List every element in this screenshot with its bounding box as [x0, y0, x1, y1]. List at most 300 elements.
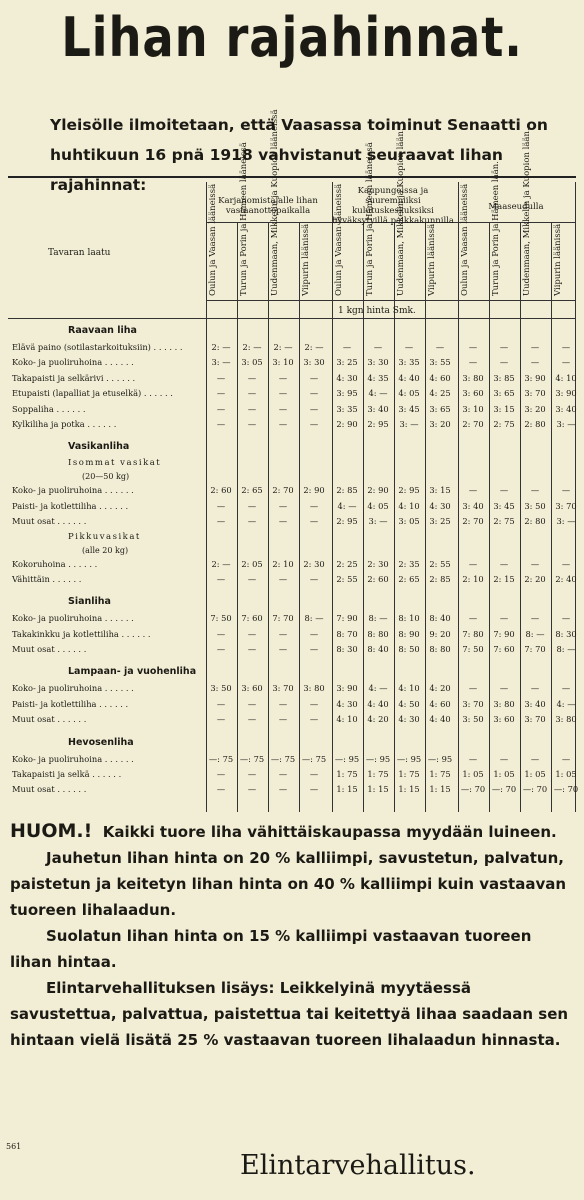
price-cell: 1: 75: [429, 769, 451, 780]
price-cell: 1: 15: [367, 784, 389, 795]
price-cell: —: [278, 388, 288, 399]
subsection-title-row: [8, 456, 576, 470]
price-cell: —: [468, 485, 478, 496]
price-cell: —: [278, 714, 288, 725]
subsection-note: (20—50 kg): [82, 472, 130, 482]
price-cell: 1: 15: [336, 784, 358, 795]
row-label: Muut osat . . . . . .: [12, 644, 87, 655]
price-cell: 2: 70: [272, 485, 294, 496]
price-cell: —: [309, 644, 319, 655]
price-cell: 7: 70: [524, 644, 546, 655]
table-row: [8, 627, 576, 642]
price-cell: 7: 60: [493, 644, 515, 655]
price-cell: —: [404, 342, 414, 352]
price-cell: 8: —: [304, 613, 324, 624]
group-header-city: Kaupungeissa ja suuremmiksi kulutuskeskuksiksi hyväksytyillä paikkakunnilla: [332, 186, 454, 226]
group-header-rural: Maaseudulla: [488, 202, 544, 212]
price-cell: —: [247, 516, 257, 527]
price-cell: —: [216, 372, 226, 383]
table-row: [8, 402, 576, 417]
section-title: Hevosenliha: [68, 736, 134, 748]
price-cell: 2: 80: [524, 418, 546, 429]
price-cell: 1: 75: [336, 769, 358, 780]
price-cell: 7: 80: [462, 628, 484, 639]
price-cell: 4: 30: [336, 372, 358, 383]
table-row: [8, 712, 576, 727]
price-cell: —: [468, 613, 478, 624]
price-cell: 4: 10: [398, 683, 420, 694]
price-cell: 4: 20: [429, 683, 451, 694]
column-header: Uudenmaan, Mikkelin ja Kuopion lään.: [522, 128, 532, 296]
price-cell: 8: 40: [367, 644, 389, 655]
price-cell: 2: 30: [303, 558, 325, 569]
row-label: Etupaisti (lapalliat ja etuselkä) . . . . . .: [12, 388, 173, 399]
price-cell: 2: 85: [336, 485, 358, 496]
price-cell: 3: 40: [367, 403, 389, 414]
price-cell: —: 95: [427, 753, 453, 764]
column-header: Uudenmaan, Mikkelin ja Kuopion lään.: [396, 128, 406, 296]
price-cell: 8: 80: [429, 644, 451, 655]
row-label: Koko- ja puoliruhoina . . . . . .: [12, 683, 134, 694]
price-cell: —: [247, 388, 257, 399]
price-cell: 2: 60: [210, 485, 232, 496]
price-cell: 4: —: [368, 388, 388, 399]
column-header: Viipurin läänissä: [553, 223, 563, 296]
price-cell: —: [561, 558, 571, 569]
page-title: Lihan rajahinnat.: [61, 6, 523, 69]
price-cell: —: [247, 644, 257, 655]
column-header: Turun ja Porin ja Hämeen lääneissä: [239, 142, 249, 296]
price-cell: 2: 30: [367, 558, 389, 569]
table-row: [8, 642, 576, 657]
price-cell: 3: 60: [241, 683, 263, 694]
table-row: [8, 499, 576, 514]
price-cell: 3: —: [368, 516, 388, 527]
price-cell: 3: —: [399, 418, 419, 429]
price-cell: 4: 60: [429, 372, 451, 383]
price-cell: 3: 40: [555, 403, 577, 414]
price-cell: —: [247, 500, 257, 511]
table-row: [8, 611, 576, 626]
price-cell: —: [216, 403, 226, 414]
row-label: Kylkiliha ja potka . . . . . .: [12, 418, 117, 429]
price-cell: 3: 05: [398, 516, 420, 527]
price-cell: 2: 35: [398, 558, 420, 569]
price-cell: —: 95: [396, 753, 422, 764]
price-cell: —: 70: [491, 784, 517, 795]
price-cell: —: [561, 485, 571, 496]
price-cell: 2: 95: [398, 485, 420, 496]
price-cell: —: [530, 342, 540, 352]
row-label: Muut osat . . . . . .: [12, 516, 87, 527]
price-cell: —: 75: [208, 753, 234, 764]
price-cell: 7: 70: [272, 613, 294, 624]
price-cell: 1: 05: [493, 769, 515, 780]
price-cell: —: [309, 372, 319, 383]
column-header: Viipurin läänissä: [301, 223, 311, 296]
price-cell: —: [247, 372, 257, 383]
price-cell: 3: 45: [493, 500, 515, 511]
price-cell: 3: 70: [555, 500, 577, 511]
subsection-note-row: [8, 470, 576, 483]
price-cell: —: [309, 403, 319, 414]
price-cell: 3: 30: [303, 357, 325, 368]
intro-paragraph: Yleisölle ilmoitetaan, että Vaasassa toiminut Senaatti on huhtikuun 16 pnä 1918 vahvistanut seuraavat lihan rajahinnat:: [50, 116, 548, 194]
section-title-row: [8, 593, 576, 611]
row-label: Muut osat . . . . . .: [12, 714, 87, 725]
price-cell: 3: 40: [462, 500, 484, 511]
price-cell: —: [499, 683, 509, 694]
price-cell: 8: —: [556, 644, 576, 655]
table-row: [8, 386, 576, 401]
price-cell: 3: 10: [272, 357, 294, 368]
price-cell: 2: 90: [336, 418, 358, 429]
column-header: Turun ja Porin ja Hämeen lääneissä: [365, 142, 375, 296]
price-cell: —: [530, 357, 540, 368]
price-cell: —: [216, 714, 226, 725]
table-row: [8, 514, 576, 529]
price-cell: —: 75: [270, 753, 296, 764]
price-cell: 2: —: [211, 342, 231, 352]
price-cell: 4: 10: [398, 500, 420, 511]
price-cell: 7: 50: [462, 644, 484, 655]
huom-text: Kaikki tuore liha vähittäiskaupassa myydään luineen.: [102, 823, 557, 841]
price-cell: 4: 25: [429, 388, 451, 399]
price-cell: —: [247, 714, 257, 725]
price-cell: 3: 30: [367, 357, 389, 368]
price-cell: 3: 70: [462, 698, 484, 709]
price-cell: 3: 50: [210, 683, 232, 694]
row-label: Paisti- ja kotlettiliha . . . . . .: [12, 698, 129, 709]
price-cell: —: [216, 516, 226, 527]
price-cell: 4: 40: [398, 372, 420, 383]
subsection-note: (alle 20 kg): [82, 545, 129, 555]
price-cell: —: 70: [460, 784, 486, 795]
price-cell: 3: 05: [241, 357, 263, 368]
price-cell: 1: 15: [398, 784, 420, 795]
price-cell: —: [561, 357, 571, 368]
price-cell: —: [499, 613, 509, 624]
price-cell: 2: 75: [493, 516, 515, 527]
price-cell: —: [247, 698, 257, 709]
table-body: [8, 322, 579, 804]
price-cell: —: [278, 372, 288, 383]
price-cell: 3: 60: [493, 714, 515, 725]
price-cell: 2: —: [273, 342, 293, 352]
price-cell: —: [530, 753, 540, 764]
price-cell: —: [216, 644, 226, 655]
table-row: [8, 417, 576, 432]
price-cell: 1: 05: [462, 769, 484, 780]
price-cell: —: [309, 784, 319, 795]
price-cell: 8: —: [525, 628, 545, 639]
price-cell: 4: 10: [336, 714, 358, 725]
price-cell: —: [499, 342, 509, 352]
price-cell: —: [561, 342, 571, 352]
price-cell: 2: 60: [367, 573, 389, 584]
price-cell: 4: 30: [336, 698, 358, 709]
price-cell: —: [278, 769, 288, 780]
price-cell: 8: 80: [367, 628, 389, 639]
price-cell: —: [468, 558, 478, 569]
price-cell: 2: 90: [367, 485, 389, 496]
price-cell: —: [278, 516, 288, 527]
price-cell: 3: 15: [493, 403, 515, 414]
price-cell: —: 75: [301, 753, 327, 764]
price-cell: 4: 40: [367, 698, 389, 709]
price-cell: 4: 60: [429, 698, 451, 709]
price-cell: 2: 95: [367, 418, 389, 429]
section-title-row: [8, 322, 576, 340]
price-cell: —: [309, 500, 319, 511]
price-cell: —: [309, 698, 319, 709]
price-cell: —: [247, 418, 257, 429]
price-cell: 7: 90: [336, 613, 358, 624]
price-cell: 2: 75: [493, 418, 515, 429]
price-cell: 7: 60: [241, 613, 263, 624]
price-cell: —: [468, 357, 478, 368]
table-row: [8, 340, 576, 355]
price-cell: 9: 20: [429, 628, 451, 639]
price-cell: —: [373, 342, 383, 352]
table-row: [8, 572, 576, 587]
section-title-row: [8, 438, 576, 456]
price-cell: 4: 05: [367, 500, 389, 511]
price-cell: —: [499, 485, 509, 496]
price-cell: 8: 30: [336, 644, 358, 655]
column-title: Tavaran laatu: [48, 248, 111, 258]
row-label: Takapaisti ja selkärivi . . . . . .: [12, 372, 136, 383]
price-cell: —: [278, 628, 288, 639]
price-cell: 8: 70: [336, 628, 358, 639]
price-cell: 1: 05: [524, 769, 546, 780]
price-cell: 3: 20: [429, 418, 451, 429]
subsection-note-row: [8, 544, 576, 557]
price-cell: 2: 70: [462, 418, 484, 429]
table-row: [8, 681, 576, 696]
price-cell: 2: 70: [462, 516, 484, 527]
column-header: Viipurin läänissä: [427, 223, 437, 296]
price-cell: 3: 60: [462, 388, 484, 399]
price-cell: —: [309, 516, 319, 527]
price-cell: 2: 65: [398, 573, 420, 584]
price-cell: 2: 85: [429, 573, 451, 584]
price-cell: —: [435, 342, 445, 352]
price-cell: 3: 80: [493, 698, 515, 709]
price-cell: —: [530, 485, 540, 496]
price-cell: 3: —: [211, 357, 231, 368]
price-cell: 3: 10: [462, 403, 484, 414]
row-label: Soppaliha . . . . . .: [12, 403, 86, 414]
price-cell: 3: 90: [524, 372, 546, 383]
price-cell: —: [309, 714, 319, 725]
price-cell: 1: 75: [398, 769, 420, 780]
price-cell: 3: 90: [336, 683, 358, 694]
price-cell: 2: —: [242, 342, 262, 352]
price-cell: 2: 25: [336, 558, 358, 569]
price-cell: 2: 80: [524, 516, 546, 527]
price-cell: —: [309, 388, 319, 399]
price-cell: —: [278, 784, 288, 795]
price-cell: —: [278, 698, 288, 709]
price-cell: —: [309, 573, 319, 584]
price-cell: 3: 15: [429, 485, 451, 496]
price-cell: 7: 90: [493, 628, 515, 639]
price-cell: 8: 30: [555, 628, 577, 639]
price-cell: 2: 20: [524, 573, 546, 584]
price-cell: —: [278, 403, 288, 414]
price-cell: 8: 90: [398, 628, 420, 639]
price-cell: —: [247, 573, 257, 584]
price-cell: 2: 10: [462, 573, 484, 584]
price-cell: 3: —: [556, 516, 576, 527]
price-cell: 2: 65: [241, 485, 263, 496]
price-cell: 3: 70: [524, 714, 546, 725]
row-label: Koko- ja puoliruhoina . . . . . .: [12, 357, 134, 368]
price-cell: 1: 15: [429, 784, 451, 795]
price-cell: —: 70: [553, 784, 579, 795]
price-cell: 2: 40: [555, 573, 577, 584]
row-label: Vähittäin . . . . . .: [12, 573, 82, 584]
price-cell: —: 95: [365, 753, 391, 764]
price-cell: —: [247, 628, 257, 639]
price-cell: —: [561, 683, 571, 694]
price-cell: 4: 05: [398, 388, 420, 399]
price-cell: 2: 55: [336, 573, 358, 584]
price-cell: —: [216, 573, 226, 584]
notes-block: [10, 818, 576, 1053]
subsection-title: Pikkuvasikat: [68, 531, 141, 542]
table-row: [8, 782, 579, 797]
price-cell: —: [216, 388, 226, 399]
price-cell: —: [216, 769, 226, 780]
price-cell: —: [247, 769, 257, 780]
price-cell: 3: 80: [555, 714, 577, 725]
row-label: Koko- ja puoliruhoina . . . . . .: [12, 753, 134, 764]
column-header: Uudenmaan, Mikkelin ja Kuopion lääneissä: [270, 109, 280, 296]
price-cell: 2: 55: [429, 558, 451, 569]
price-cell: 4: 20: [367, 714, 389, 725]
page-number: 561: [6, 1142, 22, 1151]
table-row: [8, 371, 576, 386]
row-label: Takapaisti ja selkä . . . . . .: [12, 769, 122, 780]
row-label: Kokoruhoina . . . . . .: [12, 558, 98, 569]
price-cell: 7: 50: [210, 613, 232, 624]
price-cell: —: 95: [334, 753, 360, 764]
huom-label: HUOM.!: [10, 820, 93, 842]
price-cell: —: [530, 613, 540, 624]
price-cell: 2: 90: [303, 485, 325, 496]
price-cell: 3: 50: [524, 500, 546, 511]
row-label: Elävä paino (sotilastarkoituksiin) . . . . . .: [12, 342, 183, 352]
price-cell: —: [216, 500, 226, 511]
price-cell: —: [309, 418, 319, 429]
price-cell: —: [309, 769, 319, 780]
price-cell: —: [216, 418, 226, 429]
price-cell: —: [216, 784, 226, 795]
price-cell: 3: 55: [429, 357, 451, 368]
table-row: [8, 697, 576, 712]
price-cell: 2: 95: [336, 516, 358, 527]
price-cell: —: [468, 683, 478, 694]
price-cell: 4: —: [337, 500, 357, 511]
table-row: [8, 767, 576, 782]
price-cell: 3: 65: [493, 388, 515, 399]
price-cell: —: [247, 784, 257, 795]
price-cell: 3: 80: [462, 372, 484, 383]
price-cell: 3: —: [556, 418, 576, 429]
price-cell: 3: 80: [303, 683, 325, 694]
section-title: Vasikanliha: [68, 441, 130, 453]
price-cell: 3: 25: [429, 516, 451, 527]
subsection-title-row: [8, 530, 576, 544]
price-cell: —: 75: [239, 753, 265, 764]
column-header: Oulun ja Vaasan lääneissä: [460, 183, 470, 296]
price-cell: 3: 70: [272, 683, 294, 694]
price-cell: —: [530, 558, 540, 569]
price-cell: —: [561, 753, 571, 764]
note-salted: Suolatun lihan hinta on 15 % kalliimpi vastaavan tuoreen lihan hintaa.: [10, 927, 532, 971]
price-cell: 3: 40: [524, 698, 546, 709]
price-cell: 1: 05: [555, 769, 577, 780]
price-cell: 3: 20: [524, 403, 546, 414]
row-label: Koko- ja puoliruhoina . . . . . .: [12, 485, 134, 496]
signature: Elintarvehallitus.: [240, 1150, 476, 1181]
price-cell: —: [499, 357, 509, 368]
price-cell: 8: 10: [398, 613, 420, 624]
section-title-row: [8, 734, 576, 752]
section-title: Raavaan liha: [68, 325, 137, 336]
price-cell: 4: 10: [555, 372, 577, 383]
price-cell: —: [278, 418, 288, 429]
price-cell: 3: 50: [462, 714, 484, 725]
price-cell: —: [247, 403, 257, 414]
price-cell: —: 70: [522, 784, 548, 795]
row-label: Koko- ja puoliruhoina . . . . . .: [12, 613, 134, 624]
section-title-row: [8, 663, 576, 681]
price-cell: —: [278, 500, 288, 511]
price-cell: 2: 15: [493, 573, 515, 584]
price-cell: —: [278, 573, 288, 584]
price-cell: 4: 40: [429, 714, 451, 725]
column-header: Turun ja Porin ja Hämeen lään.: [491, 161, 501, 296]
price-cell: 2: —: [211, 558, 231, 569]
price-cell: 8: 40: [429, 613, 451, 624]
price-cell: —: [278, 644, 288, 655]
price-cell: 2: 10: [272, 558, 294, 569]
section-title: Lampaan- ja vuohenliha: [68, 666, 197, 678]
price-cell: 3: 65: [429, 403, 451, 414]
price-cell: —: [499, 753, 509, 764]
price-cell: 3: 90: [555, 388, 577, 399]
price-cell: 4: —: [368, 683, 388, 694]
price-cell: —: [468, 342, 478, 352]
table-row: [8, 557, 576, 572]
price-cell: 3: 25: [336, 357, 358, 368]
group-header-producer: Karjanomistajalle lihan vastaanottopaikalla: [218, 196, 318, 216]
row-label: Paisti- ja kotlettiliha . . . . . .: [12, 500, 129, 511]
price-cell: 4: 30: [429, 500, 451, 511]
row-label: Muut osat . . . . . .: [12, 784, 87, 795]
price-cell: —: [468, 753, 478, 764]
note-minced: Jauhetun lihan hinta on 20 % kalliimpi, savustetun, palvatun, paistetun ja keitetyn lihan hinta on 40 % kalliimpi kuin vastaavan tuoreen lihalaadun.: [10, 849, 567, 919]
column-header: Oulun ja Vaasan lääneissä: [334, 183, 344, 296]
price-cell: —: [216, 628, 226, 639]
price-cell: 4: 50: [398, 698, 420, 709]
price-cell: 3: 70: [524, 388, 546, 399]
price-cell: 3: 95: [336, 388, 358, 399]
subsection-title: Isommat vasikat: [68, 458, 162, 469]
